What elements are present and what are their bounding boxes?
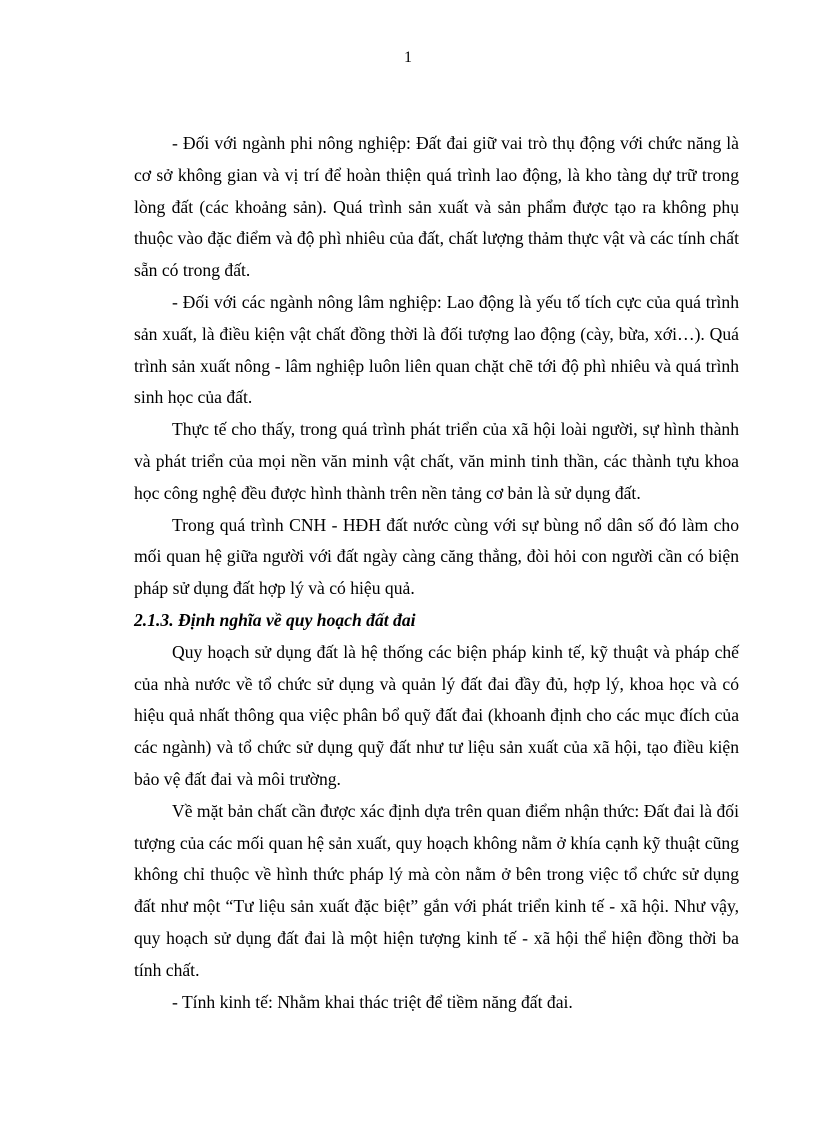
paragraph-industrialization: Trong quá trình CNH - HĐH đất nước cùng với sự bùng nổ dân số đó làm cho mối quan hệ giữa người với đất ngày càng căng thẳng, đòi hỏi con người cần có biện pháp sử dụng đất hợp lý và có hiệu quả. <box>134 514 739 599</box>
paragraph-agriculture-forestry: - Đối với các ngành nông lâm nghiệp: Lao động là yếu tố tích cực của quá trình sản xuất, là điều kiện vật chất đồng thời là đối tượng lao động (cày, bừa, xới…). Quá trình sản xuất nông - lâm nghiệp luôn liên quan chặt chẽ tới độ phì nhiêu và quá trình sinh học của đất. <box>134 291 739 408</box>
paragraph-nature-of-planning: Về mặt bản chất cần được xác định dựa trên quan điểm nhận thức: Đất đai là đối tượng của các mối quan hệ sản xuất, quy hoạch không nằm ở khía cạnh kỹ thuật cũng không chỉ thuộc về hình thức pháp lý mà còn nằm ở bên trong việc tổ chức sử dụng đất như một “Tư liệu sản xuất đặc biệt” gắn với phát triển kinh tế - xã hội. Như vậy, quy hoạch sử dụng đất đai là một hiện tượng kinh tế - xã hội thể hiện đồng thời ba tính chất. <box>134 800 739 980</box>
section-heading: 2.1.3. Định nghĩa về quy hoạch đất đai <box>134 609 416 630</box>
paragraph-civilization-development: Thực tế cho thấy, trong quá trình phát triển của xã hội loài người, sự hình thành và phát triển của mọi nền văn minh vật chất, văn minh tinh thần, các thành tựu khoa học công nghệ đều được hình thành trên nền tảng cơ bản là sử dụng đất. <box>134 419 739 503</box>
paragraph-land-planning-definition: Quy hoạch sử dụng đất là hệ thống các biện pháp kinh tế, kỹ thuật và pháp chế của nhà nước về tổ chức sử dụng và quản lý đất đai đầy đủ, hợp lý, khoa học và có hiệu quả nhất thông qua việc phân bổ quỹ đất đai (khoanh định cho các mục đích của các ngành) và tổ chức sử dụng quỹ đất như tư liệu sản xuất của xã hội, tạo điều kiện bảo vệ đất đai và môi trường. <box>134 641 739 789</box>
paragraph-non-agriculture: - Đối với ngành phi nông nghiệp: Đất đai giữ vai trò thụ động với chức năng là cơ sở không gian và vị trí để hoàn thiện quá trình lao động, là kho tàng dự trữ trong lòng đất (các khoảng sản). Quá trình sản xuất và sản phẩm được tạo ra không phụ thuộc vào đặc điểm và độ phì nhiêu của đất, chất lượng thảm thực vật và các tính chất sẵn có trong đất. <box>134 133 739 281</box>
document-body <box>134 128 739 1018</box>
paragraph-economic-property: - Tính kinh tế: Nhằm khai thác triệt để tiềm năng đất đai. <box>172 991 573 1012</box>
page-number: 1 <box>404 49 412 66</box>
